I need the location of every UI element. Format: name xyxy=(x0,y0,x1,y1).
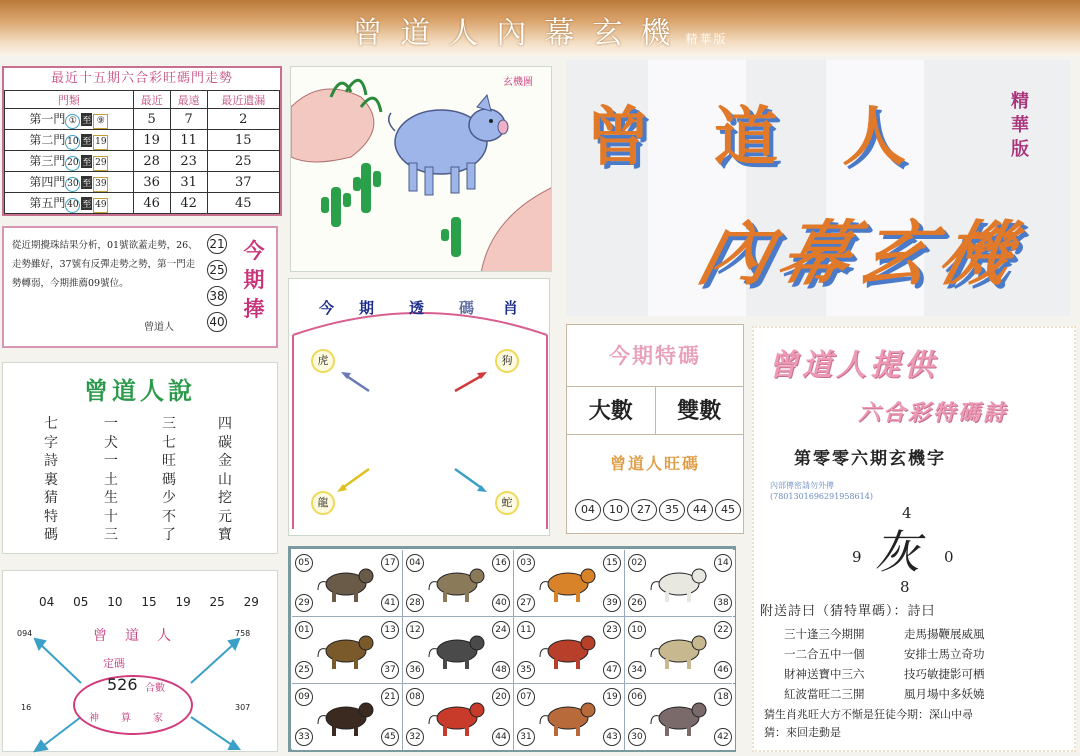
poem-lines xyxy=(784,624,985,704)
zodiac-number: 01 xyxy=(295,621,313,639)
gate-high: 29 xyxy=(93,156,108,171)
gate-value: 7 xyxy=(170,109,207,130)
poem-number-bottom: 8 xyxy=(900,578,910,596)
zodiac-number: 47 xyxy=(603,661,621,679)
poem-note: 內部傳密請勿外傳 xyxy=(770,481,834,490)
table-row xyxy=(5,151,280,172)
brand-tag: 精華版 xyxy=(1011,91,1029,160)
ring-bottom-left: 16 xyxy=(21,703,32,712)
ring-number: 15 xyxy=(141,595,157,609)
zodiac-cell-horse xyxy=(514,617,624,683)
column-header: 門類 xyxy=(5,91,134,109)
gate-value: 31 xyxy=(170,172,207,193)
page-header xyxy=(0,0,1080,56)
zodiac-number: 36 xyxy=(406,661,424,679)
zodiac-cell-snake xyxy=(403,617,513,683)
brand-slogan: 內幕玄機 xyxy=(690,212,1032,295)
gate-value: 37 xyxy=(207,172,279,193)
gate-name: 第四門 xyxy=(29,174,66,189)
gate-to: 至 xyxy=(81,134,92,147)
zodiac-grid-panel xyxy=(288,546,736,752)
pig-illustration xyxy=(291,67,552,272)
zodiac-number: 08 xyxy=(406,688,424,706)
zodiac-number: 15 xyxy=(603,554,621,572)
zodiac-number: 26 xyxy=(628,594,646,612)
says-title: 曾道人說 xyxy=(84,376,196,405)
poem-column: 三七旺碼少不了 xyxy=(162,416,176,543)
analysis-label: 今期捧 xyxy=(243,238,265,321)
zodiac-number: 22 xyxy=(714,621,732,639)
gate-value: 2 xyxy=(207,109,279,130)
header-subtitle: 精華版 xyxy=(685,32,728,46)
ring-top-right: 758 xyxy=(235,629,251,638)
zodiac-cell-monkey xyxy=(292,684,402,750)
ring-top-left: 094 xyxy=(17,629,33,638)
special-number: 04 xyxy=(575,499,601,521)
zodiac-number: 46 xyxy=(714,661,732,679)
zodiac-compass-panel xyxy=(288,278,550,536)
gate-value: 28 xyxy=(133,151,170,172)
zodiac-number: 25 xyxy=(295,661,313,679)
goat-icon xyxy=(649,627,711,673)
poem-number-top: 4 xyxy=(902,504,912,522)
column-header: 最遠 xyxy=(170,91,207,109)
poem-issue: 第零零六期玄機字 xyxy=(794,449,946,469)
poem-line-right: 安排士馬立奇功 xyxy=(904,647,985,661)
ring-bottom-text: 神算家 xyxy=(89,713,185,724)
zodiac-number: 06 xyxy=(628,688,646,706)
gate-trend-panel xyxy=(2,66,282,216)
zodiac-number: 18 xyxy=(714,688,732,706)
rooster-icon xyxy=(427,694,489,740)
zodiac-grid xyxy=(292,550,732,750)
gate-cell xyxy=(5,193,134,214)
analysis-signature: 曾道人 xyxy=(144,322,174,333)
snake-icon xyxy=(427,627,489,673)
gate-low: 30 xyxy=(65,177,80,192)
column-header: 最近遺漏 xyxy=(207,91,279,109)
gate-cell xyxy=(5,109,134,130)
rat-icon xyxy=(316,560,378,606)
special-option: 雙數 xyxy=(677,398,722,424)
zodiac-number: 39 xyxy=(603,594,621,612)
special-options xyxy=(567,387,743,435)
zodiac-tiger: 虎 xyxy=(311,349,335,373)
poem-line-right: 風月場中多妖嬈 xyxy=(904,687,985,701)
special-option: 大數 xyxy=(567,387,656,434)
zodiac-snake: 蛇 xyxy=(495,491,519,515)
zodiac-number: 07 xyxy=(517,688,535,706)
gate-high: ⑨ xyxy=(93,114,108,129)
poem-line xyxy=(784,624,985,644)
ring-number: 29 xyxy=(243,595,259,609)
zodiac-number: 42 xyxy=(714,728,732,746)
gate-to: 至 xyxy=(81,176,92,189)
special-subtitle: 曾道人旺碼 xyxy=(609,454,700,473)
gate-name: 第二門 xyxy=(29,132,66,147)
ring-diagram-panel xyxy=(2,570,278,752)
table-row xyxy=(5,193,280,214)
zodiac-number: 17 xyxy=(381,554,399,572)
ring-sum-label: 合數 xyxy=(145,683,165,694)
ring-label: 定碼 xyxy=(103,657,125,670)
poem-number-right: 0 xyxy=(944,548,954,566)
gate-value: 15 xyxy=(207,130,279,151)
tiger-icon xyxy=(538,560,600,606)
zodiac-number: 35 xyxy=(517,661,535,679)
table-row xyxy=(5,130,280,151)
ring-number: 10 xyxy=(107,595,123,609)
gate-high: 39 xyxy=(93,177,108,192)
monkey-icon xyxy=(316,694,378,740)
gate-trend-title: 最近十五期六合彩旺碼門走勢 xyxy=(50,71,233,86)
poem-line xyxy=(784,684,985,704)
recommended-number: 21 xyxy=(207,234,227,254)
special-number: 35 xyxy=(659,499,685,521)
poem-panel xyxy=(752,326,1076,752)
gate-value: 45 xyxy=(207,193,279,214)
gate-cell xyxy=(5,172,134,193)
compass-title-char: 碼 xyxy=(459,299,475,317)
zodiac-number: 21 xyxy=(381,688,399,706)
poem-line-right: 走馬揚鞭展威風 xyxy=(904,627,985,641)
header-title: 曾道人內幕玄機 xyxy=(352,16,689,51)
says-panel xyxy=(2,362,278,554)
table-row xyxy=(5,109,280,130)
gate-cell xyxy=(5,130,134,151)
zodiac-cell-ox xyxy=(403,550,513,616)
analysis-text: 從近期攪珠結果分析，01號欲蓋走勢，26、走勢雖好，37號有反彈走勢之勢，第一門走勢轉弱，今期推薦09號位。 xyxy=(12,240,198,289)
compass-title-char: 期 xyxy=(359,299,375,317)
ring-bottom-right: 307 xyxy=(235,703,251,712)
ring-name: 曾道人 xyxy=(93,628,189,644)
gate-name: 第一門 xyxy=(29,111,66,126)
ring-number: 25 xyxy=(209,595,225,609)
zodiac-number: 40 xyxy=(492,594,510,612)
gate-name: 第三門 xyxy=(29,153,66,168)
zodiac-number: 24 xyxy=(492,621,510,639)
zodiac-cell-dragon xyxy=(292,617,402,683)
zodiac-number: 28 xyxy=(406,594,424,612)
poem-mystery-char: 灰 xyxy=(874,525,920,579)
gate-value: 19 xyxy=(133,130,170,151)
horse-icon xyxy=(538,627,600,673)
recommended-number: 38 xyxy=(207,286,227,306)
gate-to: 至 xyxy=(81,113,92,126)
zodiac-number: 11 xyxy=(517,621,535,639)
zodiac-number: 33 xyxy=(295,728,313,746)
poem-column: 四碳金山挖元寶 xyxy=(218,416,232,543)
zodiac-number: 19 xyxy=(603,688,621,706)
recommended-number: 25 xyxy=(207,260,227,280)
gate-value: 25 xyxy=(207,151,279,172)
gate-high: 19 xyxy=(93,135,108,150)
poem-line-left: 財神送寶中三六 xyxy=(784,667,865,681)
gate-value: 42 xyxy=(170,193,207,214)
special-number: 10 xyxy=(603,499,629,521)
pig-label: 玄機圖 xyxy=(503,77,533,88)
ring-value: 526 xyxy=(107,675,138,694)
dog-icon xyxy=(538,694,600,740)
poem-line-right: 技巧敏捷影可栖 xyxy=(904,667,985,681)
table-row xyxy=(5,172,280,193)
rabbit-icon xyxy=(649,560,711,606)
poem-line-left: 三十逢三今期開 xyxy=(784,627,865,641)
poem-code: (7801301696291958614) xyxy=(770,492,873,501)
ring-number: 19 xyxy=(175,595,191,609)
special-number: 45 xyxy=(715,499,741,521)
gate-low: 20 xyxy=(65,156,80,171)
gate-value: 23 xyxy=(170,151,207,172)
poem-line xyxy=(784,664,985,684)
gate-cell xyxy=(5,151,134,172)
zodiac-number: 05 xyxy=(295,554,313,572)
analysis-panel xyxy=(2,226,278,348)
poem-column: 七字詩裏猜特碼 xyxy=(44,416,58,543)
zodiac-number: 48 xyxy=(492,661,510,679)
zodiac-number: 29 xyxy=(295,594,313,612)
ring-number: 05 xyxy=(73,595,89,609)
special-code-panel xyxy=(566,324,744,534)
gate-to: 至 xyxy=(81,197,92,210)
zodiac-number: 30 xyxy=(628,728,646,746)
zodiac-number: 02 xyxy=(628,554,646,572)
special-number: 44 xyxy=(687,499,713,521)
gate-value: 11 xyxy=(170,130,207,151)
brand-name: 曾道人 xyxy=(586,100,970,175)
gate-low: 40 xyxy=(65,198,80,213)
zodiac-cell-tiger xyxy=(514,550,624,616)
pig-icon xyxy=(649,694,711,740)
poem-column: 一犬一土生十三 xyxy=(104,416,118,543)
brand-panel xyxy=(566,60,1070,316)
pig-picture-panel xyxy=(290,66,552,272)
zodiac-number: 32 xyxy=(406,728,424,746)
gate-value: 36 xyxy=(133,172,170,193)
zodiac-number: 38 xyxy=(714,594,732,612)
zodiac-number: 09 xyxy=(295,688,313,706)
zodiac-number: 41 xyxy=(381,594,399,612)
gate-value: 46 xyxy=(133,193,170,214)
zodiac-number: 12 xyxy=(406,621,424,639)
special-title: 今期特碼 xyxy=(567,325,743,387)
zodiac-number: 27 xyxy=(517,594,535,612)
zodiac-number: 13 xyxy=(381,621,399,639)
zodiac-number: 43 xyxy=(603,728,621,746)
zodiac-number: 23 xyxy=(603,621,621,639)
poem-title: 曾道人提供 xyxy=(768,348,938,383)
zodiac-cell-rooster xyxy=(403,684,513,750)
gate-low: ① xyxy=(65,114,80,129)
poem-line-left: 一二合五中一個 xyxy=(784,647,865,661)
table-header-row xyxy=(5,91,280,109)
zodiac-number: 10 xyxy=(628,621,646,639)
zodiac-cell-rat xyxy=(292,550,402,616)
zodiac-dragon: 龍 xyxy=(311,491,335,515)
gate-to: 至 xyxy=(81,155,92,168)
zodiac-cell-dog xyxy=(514,684,624,750)
zodiac-dog: 狗 xyxy=(495,349,519,373)
zodiac-cell-rabbit xyxy=(625,550,735,616)
ring-number: 04 xyxy=(39,595,55,609)
zodiac-number: 04 xyxy=(406,554,424,572)
zodiac-cell-goat xyxy=(625,617,735,683)
zodiac-number: 45 xyxy=(381,728,399,746)
zodiac-number: 14 xyxy=(714,554,732,572)
recommended-numbers xyxy=(207,234,229,338)
compass-title-char: 肖 xyxy=(503,299,519,317)
zodiac-number: 37 xyxy=(381,661,399,679)
zodiac-number: 16 xyxy=(492,554,510,572)
poem-subtitle: 六合彩特碼詩 xyxy=(858,400,1009,426)
zodiac-number: 03 xyxy=(517,554,535,572)
zodiac-number: 31 xyxy=(517,728,535,746)
compass-title-char: 今 xyxy=(319,299,335,317)
poem-line xyxy=(784,644,985,664)
column-header: 最近 xyxy=(133,91,170,109)
poem-line-left: 紅波當旺二三開 xyxy=(784,687,865,701)
recommended-number: 40 xyxy=(207,312,227,332)
zodiac-number: 20 xyxy=(492,688,510,706)
zodiac-cell-pig xyxy=(625,684,735,750)
zodiac-number: 34 xyxy=(628,661,646,679)
gate-trend-table xyxy=(4,90,280,214)
dragon-icon xyxy=(316,627,378,673)
gate-low: 10 xyxy=(65,135,80,150)
special-number: 27 xyxy=(631,499,657,521)
ox-icon xyxy=(427,560,489,606)
compass-title-char: 透 xyxy=(409,299,425,317)
gate-name: 第五門 xyxy=(29,195,66,210)
special-numbers xyxy=(575,499,741,521)
zodiac-number: 44 xyxy=(492,728,510,746)
poem-intro: 附送詩曰（猜特單碼）：詩曰 xyxy=(760,604,936,619)
poem-number-left: 9 xyxy=(852,548,862,566)
poem-footer: 猜：來回走動是 xyxy=(764,726,841,739)
poem-footer: 猜生肖兆旺大方不惭是狂徒今期：深山中尋 xyxy=(764,708,973,721)
gate-high: 49 xyxy=(93,198,108,213)
gate-value: 5 xyxy=(133,109,170,130)
